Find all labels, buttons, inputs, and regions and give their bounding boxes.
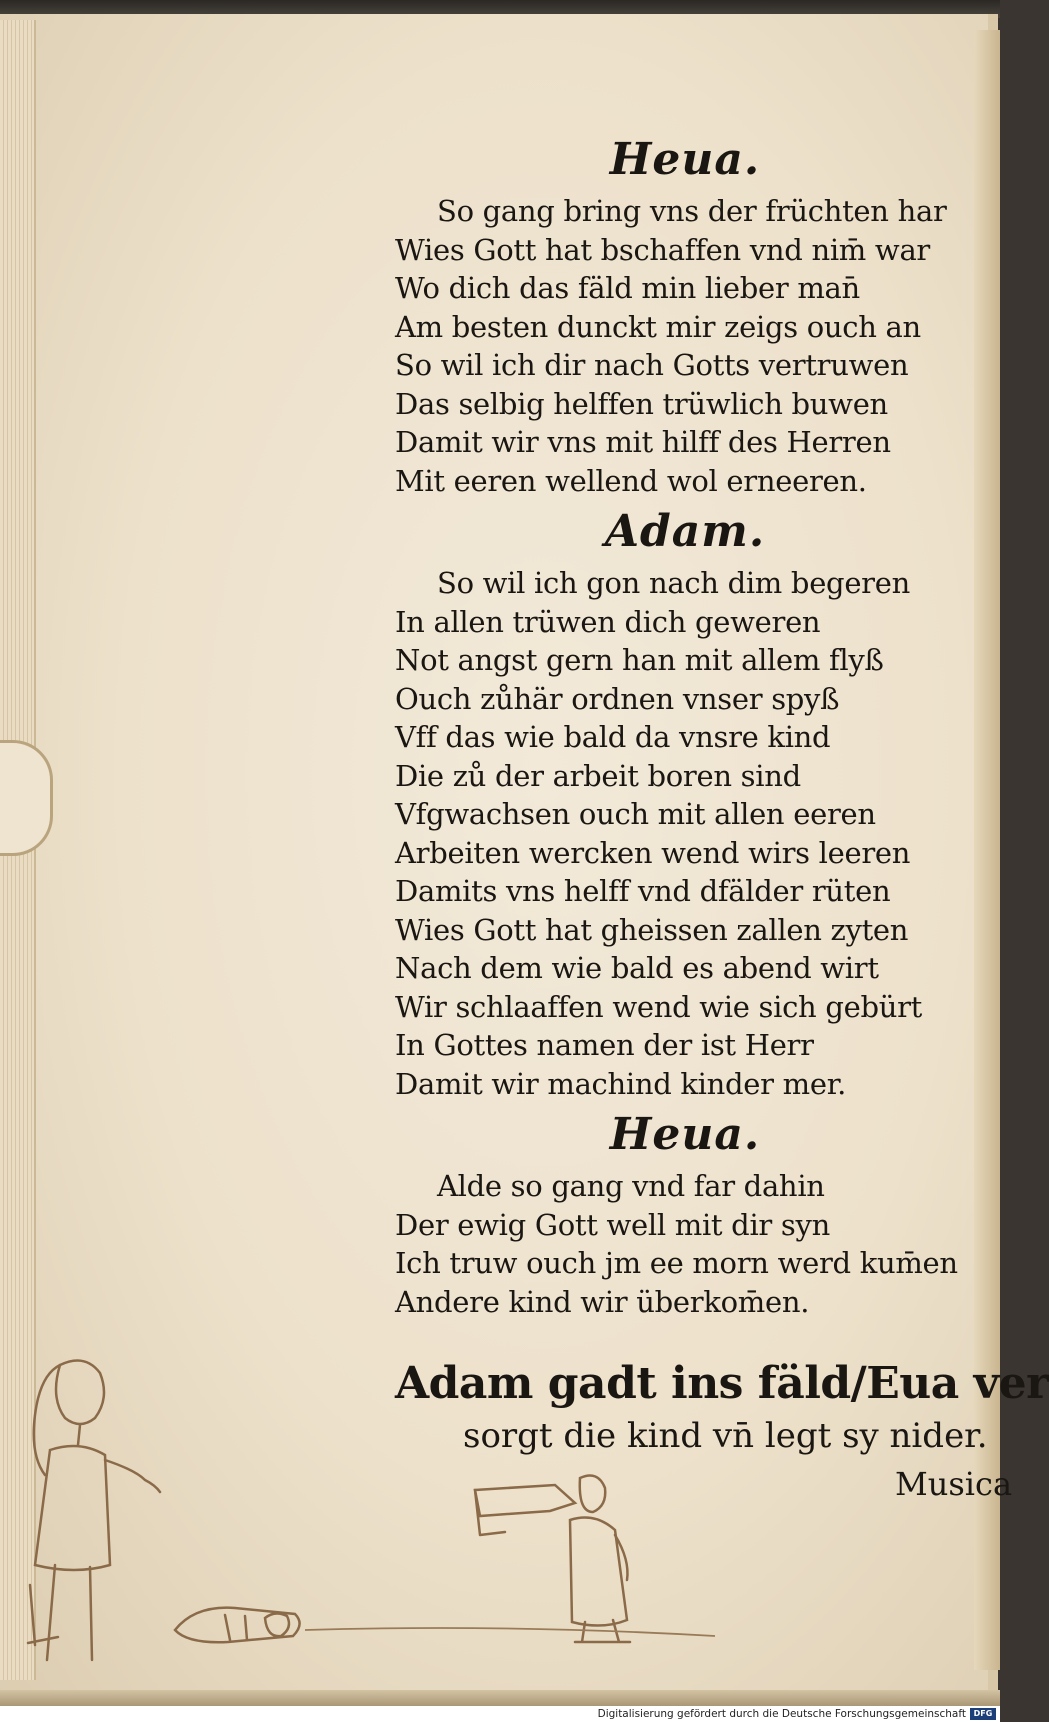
verse-line: So gang bring vns der früchten har: [437, 194, 947, 228]
verse-line: Ouch zůhär ordnen vnser spyß: [395, 681, 840, 716]
verse-line: Andere kind wir überkom̄en.: [395, 1284, 810, 1319]
speaker-heading: Heua.: [609, 1109, 761, 1160]
verse-line: Nach dem wie bald es abend wirt: [395, 951, 879, 985]
verse-line: Die zů der arbeit boren sind: [395, 758, 801, 793]
verse-line: So wil ich gon nach dim begeren: [437, 566, 910, 600]
dfg-logo: DFG: [970, 1708, 996, 1720]
verse-line: Damit wir machind kinder mer.: [395, 1066, 846, 1101]
verse-line: Wo dich das fäld min lieber man̄: [395, 271, 860, 305]
verse-line: Am besten dunckt mir zeigs ouch an: [395, 309, 921, 344]
footer-credit-text: Digitalisierung gefördert durch die Deutsche Forschungsgemeinschaft: [597, 1708, 966, 1720]
catchword: Musica: [895, 1465, 1013, 1503]
verse-line: In allen trüwen dich geweren: [395, 604, 821, 639]
verse-line: Das selbig helffen trüwlich buwen: [395, 386, 888, 421]
stage-direction: [395, 1355, 1049, 1459]
verse-line: Wies Gott hat bschaffen vnd nim̄ war: [395, 232, 930, 267]
verse-line: Vff das wie bald da vnsre kind: [395, 720, 831, 754]
verse-line: So wil ich dir nach Gotts vertruwen: [395, 348, 909, 382]
figure-with-horn-sketch: [465, 1470, 665, 1645]
verse-line: Ich truw ouch jm ee morn werd kum̄en: [395, 1246, 958, 1280]
verse-line: Vfgwachsen ouch mit allen eeren: [395, 797, 876, 831]
verse-line: Alde so gang vnd far dahin: [437, 1169, 825, 1203]
standing-figure-sketch: [10, 1345, 190, 1665]
verse-line: Wies Gott hat gheissen zallen zyten: [395, 912, 909, 947]
verse-line: Not angst gern han mit allem flyß: [395, 643, 884, 677]
page-tab-marker: [0, 740, 53, 856]
speaker-heading: Adam.: [604, 506, 766, 557]
verse-line: In Gottes namen der ist Herr: [395, 1028, 814, 1062]
infant-sketch: [165, 1590, 315, 1650]
verse-text-block: [395, 128, 975, 1321]
stage-direction-line: sorgt die kind vn̄ legt sy nider.: [463, 1416, 988, 1456]
ground-line-sketch: [300, 1620, 720, 1640]
verse-line: Wir schlaaffen wend wie sich gebürt: [395, 989, 923, 1024]
verse-line: Damits vns helff vnd dfälder rüten: [395, 874, 891, 908]
verse-line: Arbeiten wercken wend wirs leeren: [395, 835, 911, 870]
verse-line: Der ewig Gott well mit dir syn: [395, 1207, 830, 1242]
stage-direction-line: Adam gadt ins fäld/Eua ver: [395, 1358, 1049, 1409]
speaker-heading: Heua.: [609, 134, 761, 185]
digitization-footer: [0, 1706, 1000, 1722]
verse-line: Mit eeren wellend wol erneeren.: [395, 463, 867, 498]
verse-line: Damit wir vns mit hilff des Herren: [395, 425, 891, 459]
